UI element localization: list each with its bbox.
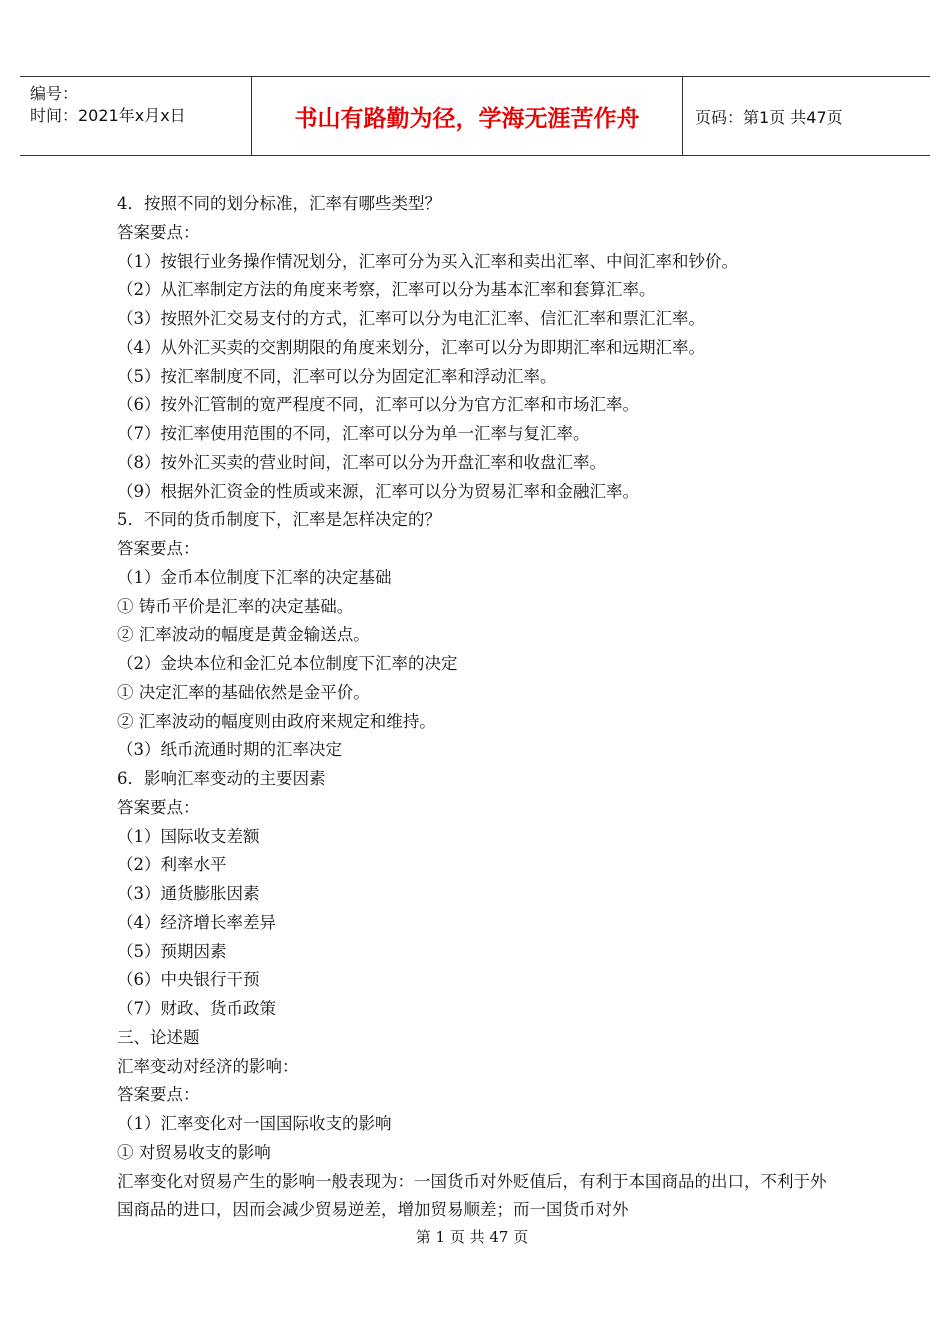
page-footer bbox=[0, 1226, 950, 1247]
body-line: （9）根据外汇资金的性质或来源，汇率可以分为贸易汇率和金融汇率。 bbox=[117, 481, 639, 501]
body-line: 答案要点： bbox=[117, 222, 200, 242]
body-lines bbox=[117, 190, 837, 1168]
body-line: （6）中央银行干预 bbox=[117, 970, 260, 990]
body-line: 答案要点： bbox=[117, 1085, 200, 1105]
body-line: ① 对贸易收支的影响 bbox=[117, 1142, 271, 1162]
body-line: 答案要点： bbox=[117, 539, 200, 558]
body-line: （1）国际收支差额 bbox=[117, 826, 260, 846]
body-line: 4．按照不同的划分标准，汇率有哪些类型？ bbox=[117, 194, 441, 213]
document-body bbox=[117, 190, 837, 1225]
document-header bbox=[20, 76, 930, 156]
body-line: （4）经济增长率差异 bbox=[117, 912, 276, 932]
body-line: （3）通货膨胀因素 bbox=[117, 884, 260, 903]
body-line: （6）按外汇管制的宽严程度不同，汇率可以分为官方汇率和市场汇率。 bbox=[117, 395, 639, 415]
body-line: （1）金币本位制度下汇率的决定基础 bbox=[117, 567, 392, 587]
body-paragraph: 汇率变化对贸易产生的影响一般表现为：一国货币对外贬值后，有利于本国商品的出口，不利于外国商品的进口，因而会减少贸易逆差，增加贸易顺差；而一国货币对外 bbox=[117, 1171, 827, 1220]
serial-label: 编号： bbox=[30, 84, 79, 103]
body-line: 6．影响汇率变动的主要因素 bbox=[117, 769, 326, 788]
body-line: （3）纸币流通时期的汇率决定 bbox=[117, 740, 342, 760]
body-line: （2）从汇率制定方法的角度来考察，汇率可以分为基本汇率和套算汇率。 bbox=[117, 280, 656, 300]
header-motto: 书山有路勤为径，学海无涯苦作舟 bbox=[252, 77, 683, 155]
body-line: 三、论述题 bbox=[117, 1027, 200, 1047]
body-line: 答案要点： bbox=[117, 797, 200, 817]
body-line: （1）汇率变化对一国国际收支的影响 bbox=[117, 1114, 392, 1133]
body-line: （1）按银行业务操作情况划分，汇率可分为买入汇率和卖出汇率、中间汇率和钞价。 bbox=[117, 251, 738, 271]
body-line: （5）按汇率制度不同，汇率可以分为固定汇率和浮动汇率。 bbox=[117, 366, 557, 386]
body-line: （7）按汇率使用范围的不同，汇率可以分为单一汇率与复汇率。 bbox=[117, 424, 590, 443]
body-line: 汇率变动对经济的影响： bbox=[117, 1056, 299, 1076]
time-label: 时间：2021年x月x日 bbox=[30, 106, 186, 125]
body-line: ② 汇率波动的幅度是黄金输送点。 bbox=[117, 625, 370, 645]
header-page-info: 页码：第1页 共47页 bbox=[695, 107, 843, 127]
body-line: （3）按照外汇交易支付的方式，汇率可以分为电汇汇率、信汇汇率和票汇汇率。 bbox=[117, 309, 705, 328]
body-line: ① 决定汇率的基础依然是金平价。 bbox=[117, 682, 370, 702]
body-line: 5．不同的货币制度下，汇率是怎样决定的？ bbox=[117, 510, 441, 530]
page-number: 第 1 页 共 47 页 bbox=[415, 1228, 529, 1246]
header-meta bbox=[20, 77, 252, 155]
body-line: （2）金块本位和金汇兑本位制度下汇率的决定 bbox=[117, 654, 458, 673]
body-line: （8）按外汇买卖的营业时间，汇率可以分为开盘汇率和收盘汇率。 bbox=[117, 452, 606, 472]
body-line: （5）预期因素 bbox=[117, 941, 227, 961]
body-line: （7）财政、货币政策 bbox=[117, 999, 276, 1018]
body-line: ① 铸币平价是汇率的决定基础。 bbox=[117, 596, 354, 616]
body-line: （4）从外汇买卖的交割期限的角度来划分，汇率可以分为即期汇率和远期汇率。 bbox=[117, 337, 705, 357]
body-line: ② 汇率波动的幅度则由政府来规定和维持。 bbox=[117, 711, 436, 731]
body-line: （2）利率水平 bbox=[117, 855, 227, 875]
